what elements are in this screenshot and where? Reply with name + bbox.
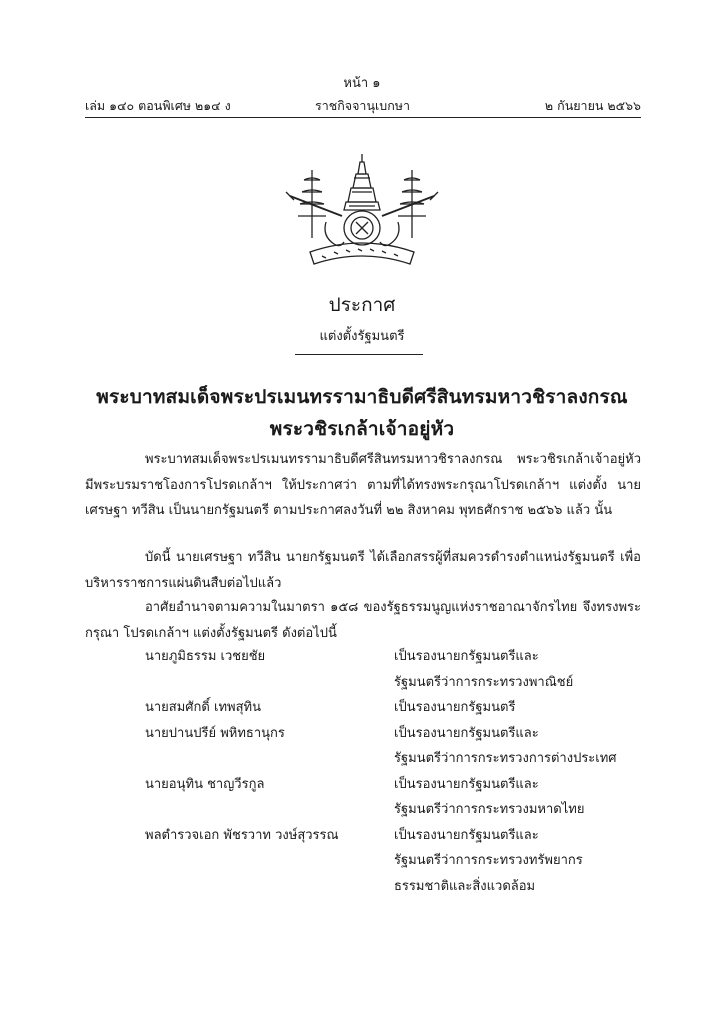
position-line: เป็นรองนายกรัฐมนตรีและ (394, 827, 539, 843)
header-divider (85, 117, 641, 118)
position-line: เป็นรองนายกรัฐมนตรี (394, 700, 516, 715)
announcement-title: ประกาศ (328, 294, 396, 316)
appointee-position (394, 772, 584, 823)
appointee-position (394, 721, 617, 772)
announcement-subtitle: แต่งตั้งรัฐมนตรี (319, 329, 405, 344)
position-line: รัฐมนตรีว่าการกระทรวงพาณิชย์ (394, 674, 574, 690)
paragraph-authority (85, 595, 641, 646)
position-line: รัฐมนตรีว่าการกระทรวงมหาดไทย (394, 802, 585, 817)
appointee-name: นายอนุทิน ชาญวีรกูล (145, 776, 265, 792)
paragraph-selection (85, 545, 641, 596)
issue-date: ๒ กันยายน ๒๕๖๖ (544, 98, 641, 113)
appointee-name: นายภูมิธรรม เวชยชัย (145, 649, 266, 664)
royal-emblem-icon (282, 152, 442, 274)
paragraph-text: บัดนี้ นายเศรษฐา ทวีสิน นายกรัฐมนตรี ได้เลือกสรรผู้ที่สมควรดำรงตำแหน่งรัฐมนตรี เพื่อบริหารราชการแผ่นดินสืบต่อไปแล้ว (85, 550, 641, 591)
position-line: เป็นรองนายกรัฐมนตรีและ (394, 649, 539, 664)
volume-info: เล่ม ๑๔๐ ตอนพิเศษ ๒๑๔ ง (85, 98, 231, 113)
appointee-name: นายสมศักดิ์ เทพสุทิน (145, 700, 261, 715)
paragraph-text: อาศัยอำนาจตามความในมาตรา ๑๕๘ ของรัฐธรรมนูญแห่งราชอาณาจักรไทย จึงทรงพระกรุณา โปรดเกล้าฯ แต่งตั้งรัฐมนตรี ดังต่อไปนี้ (85, 600, 641, 641)
appointee-position (394, 695, 515, 721)
position-line: รัฐมนตรีว่าการกระทรวงการต่างประเทศ (394, 751, 617, 766)
paragraph-preamble (85, 447, 641, 524)
appointee-name: พลตำรวจเอก พัชรวาท วงษ์สุวรรณ (145, 827, 339, 843)
position-line: เป็นรองนายกรัฐมนตรีและ (394, 725, 539, 741)
page-number: หน้า ๑ (343, 76, 381, 91)
gazette-name: ราชกิจจานุเบกษา (315, 98, 411, 113)
position-line: เป็นรองนายกรัฐมนตรีและ (394, 776, 539, 792)
position-line: รัฐมนตรีว่าการกระทรวงทรัพยากร (394, 853, 583, 868)
paragraph-text: พระบาทสมเด็จพระปรเมนทรรามาธิบดีศรีสินทรมหาวชิราลงกรณ พระวชิรเกล้าเจ้าอยู่หัว มีพระบรมราชโองการโปรดเกล้าฯ ให้ประกาศว่า ตามที่ได้ทรงพระกรุณาโปรดเกล้าฯ แต่งตั้ง นายเศรษฐา ทวีสิน เป็นนายกรัฐมนตรี ตามประกาศลงวันที่ ๒๒ สิงหาคม พุทธศักราช ๒๕๖๖ แล้ว นั้น (85, 452, 641, 518)
position-line: ธรรมชาติและสิ่งแวดล้อม (394, 878, 536, 894)
royal-name-line-2: พระวชิรเกล้าเจ้าอยู่หัว (269, 418, 455, 440)
appointee-name: นายปานปรีย์ พหิทธานุกร (145, 725, 285, 741)
appointee-position (394, 644, 573, 695)
royal-name-line-1: พระบาทสมเด็จพระปรเมนทรรามาธิบดีศรีสินทรมหาวชิราลงกรณ (96, 386, 628, 408)
appointee-position (394, 823, 583, 900)
title-divider (295, 354, 423, 355)
